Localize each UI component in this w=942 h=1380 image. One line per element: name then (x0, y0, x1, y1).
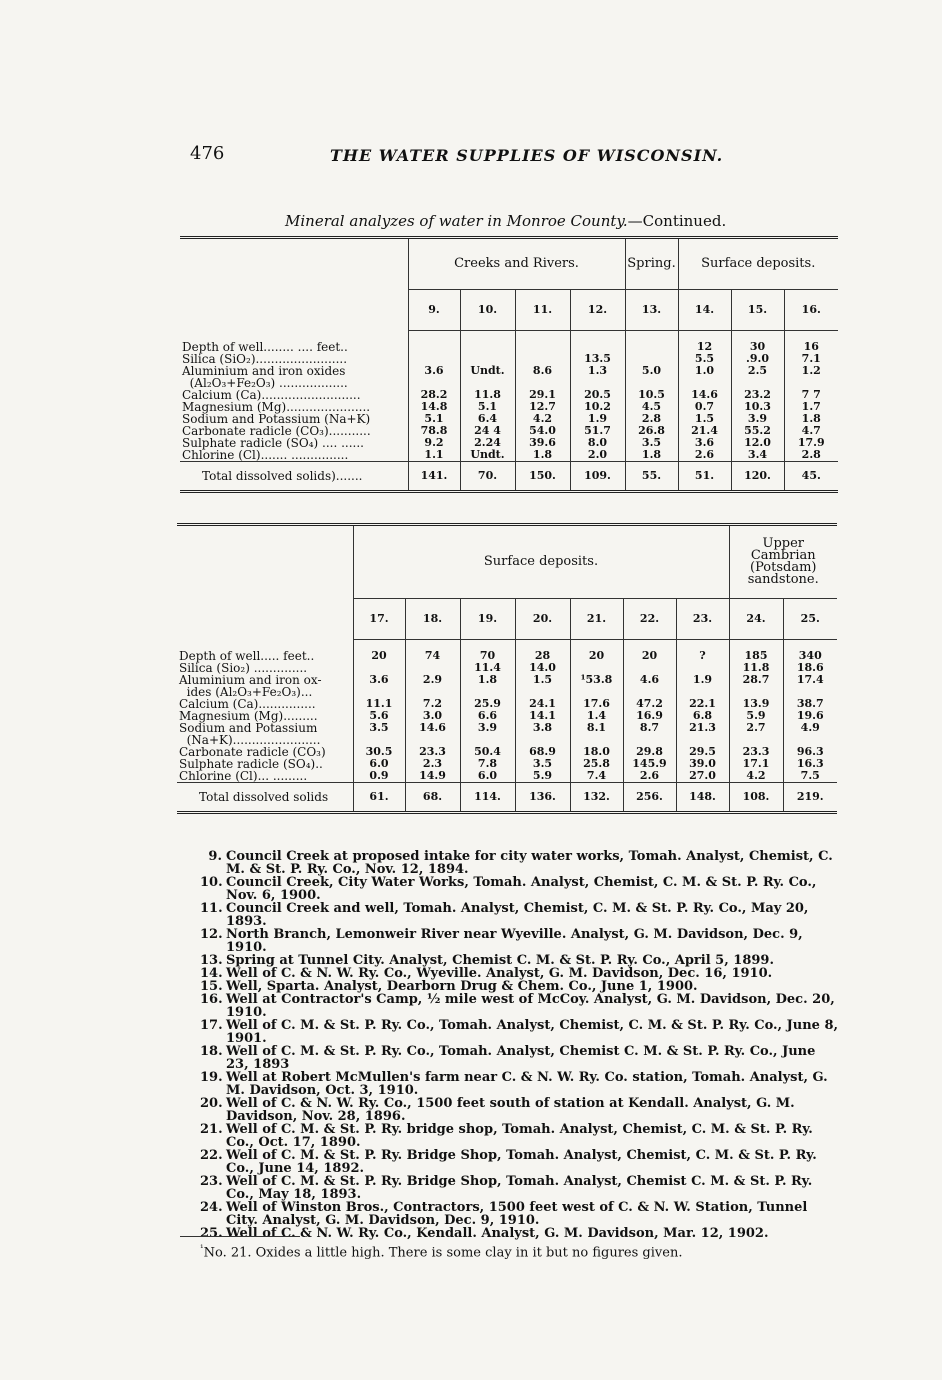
note-number: 9. (208, 849, 222, 864)
table-cell: 2.9 (405, 674, 460, 698)
table-cell: 2.6 (678, 449, 731, 462)
table-cell: 22.1 (676, 698, 729, 710)
row-label: Carbonate radicle (CO₃)........... (182, 424, 371, 438)
table-cell (460, 331, 515, 354)
note-text: North Branch, Lemonweir River near Wyeville. Analyst, G. M. Davidson, Dec. 9, 1910. (226, 927, 803, 955)
row-label: Calcium (Ca)............... (179, 697, 316, 711)
table-cell: 7.1 (784, 353, 838, 365)
table-cell: 10.3 (731, 401, 784, 413)
table-cell: 120. (731, 462, 784, 492)
table-cell: 1.1 (408, 449, 460, 462)
table-cell: 17.1 (729, 758, 783, 770)
table-row (180, 365, 838, 389)
table-cell: 132. (570, 783, 623, 813)
source-note (200, 1071, 840, 1097)
note-number: 24. (200, 1200, 223, 1215)
table-cell (570, 331, 625, 354)
table-cell (515, 331, 570, 354)
note-number: 15. (200, 979, 223, 994)
total-row (180, 462, 838, 492)
note-number: 11. (200, 901, 223, 916)
table-cell: 8.1 (570, 722, 623, 746)
table-cell: 1.8 (460, 674, 515, 698)
footnote-mark: ¹ (200, 1244, 204, 1254)
table-cell: 51.7 (570, 425, 625, 437)
table-cell: Undt. (460, 365, 515, 389)
note-number: 17. (200, 1018, 223, 1033)
table-cell: 29.1 (515, 389, 570, 401)
table-cell: 61. (353, 783, 405, 813)
source-note (200, 902, 840, 928)
table-cell: 5.1 (408, 413, 460, 425)
table-cell: 136. (515, 783, 570, 813)
table-cell: 13.9 (729, 698, 783, 710)
table-cell: 1.8 (784, 413, 838, 425)
row-label: Sodium and Potassium (Na+K) (182, 412, 371, 426)
table-cell: 70. (460, 462, 515, 492)
table-cell: 219. (783, 783, 837, 813)
table-cell: 12.7 (515, 401, 570, 413)
note-number: 22. (200, 1148, 223, 1163)
column-number: 21. (570, 599, 623, 640)
table-cell: 50.4 (460, 746, 515, 758)
table-cell: 4.5 (625, 401, 678, 413)
table-cell: 3.4 (731, 449, 784, 462)
table-cell: 3.9 (731, 413, 784, 425)
table-cell: 0.7 (678, 401, 731, 413)
row-label: Total dissolved solids)....... (180, 462, 408, 492)
note-text: Well of C. & N. W. Ry. Co., Kendall. Analyst, G. M. Davidson, Mar. 12, 1902. (226, 1226, 769, 1241)
footnote (200, 1244, 682, 1260)
table-cell: 25.8 (570, 758, 623, 770)
source-note (200, 1149, 840, 1175)
column-number: 15. (731, 290, 784, 331)
note-text: Well, Sparta. Analyst, Dearborn Drug & Chem. Co., June 1, 1900. (226, 979, 698, 994)
table-cell: 20 (353, 640, 405, 663)
note-text: Council Creek and well, Tomah. Analyst, Chemist, C. M. & St. P. Ry. Co., May 20, 1893. (226, 901, 809, 929)
table-cell: 1.3 (570, 365, 625, 389)
table-cell: 3.5 (353, 722, 405, 746)
column-number: 11. (515, 290, 570, 331)
table-cell: 21.3 (676, 722, 729, 746)
table-cell: 1.2 (784, 365, 838, 389)
note-number: 14. (200, 966, 223, 981)
table-cell: 55.2 (731, 425, 784, 437)
table-cell: 23.3 (405, 746, 460, 758)
table-row (180, 449, 838, 462)
note-text: Well of C. & N. W. Ry. Co., 1500 feet south of station at Kendall. Analyst, G. M. Davidson, Nov. 28, 1896. (226, 1096, 795, 1124)
table-cell: 0.9 (353, 770, 405, 783)
note-text: Well of C. M. & St. P. Ry. Co., Tomah. Analyst, Chemist, C. M. & St. P. Ry. Co., June 8, 1901. (226, 1018, 839, 1046)
analysis-table-1 (180, 236, 838, 493)
table-cell: 12 (678, 331, 731, 354)
column-number: 23. (676, 599, 729, 640)
table-cell: 141. (408, 462, 460, 492)
table-cell: 47.2 (623, 698, 676, 710)
table-cell: 78.8 (408, 425, 460, 437)
table-cell: 4.2 (515, 413, 570, 425)
table-cell: 4.9 (783, 722, 837, 746)
note-number: 20. (200, 1096, 223, 1111)
source-note (200, 1175, 840, 1201)
table-cell: 20.5 (570, 389, 625, 401)
table-cell: 9.2 (408, 437, 460, 449)
column-number: 14. (678, 290, 731, 331)
table-cell: 256. (623, 783, 676, 813)
table-cell: 1.5 (515, 674, 570, 698)
note-text: Well of C. & N. W. Ry. Co., Wyeville. Analyst, G. M. Davidson, Dec. 16, 1910. (226, 966, 773, 981)
table-row (177, 722, 837, 746)
note-text: Well of C. M. & St. P. Ry. bridge shop, Tomah. Analyst, Chemist, C. M. & St. P. Ry. Co., Oct. 17, 1890. (226, 1122, 813, 1150)
table-cell: 45. (784, 462, 838, 492)
table-cell: 12.0 (731, 437, 784, 449)
table-cell: 29.8 (623, 746, 676, 758)
table-cell: 68. (405, 783, 460, 813)
table-cell: 7 7 (784, 389, 838, 401)
table-cell: 14.9 (405, 770, 460, 783)
table-cell: 16.9 (623, 710, 676, 722)
table-row (180, 331, 838, 354)
table-cell: ? (676, 640, 729, 663)
row-label: Silica (Sio₂) .............. (179, 661, 308, 675)
row-label: Sodium and Potassium (Na+K)....................... (179, 721, 321, 747)
table-cell: 20 (570, 640, 623, 663)
table-cell: .9.0 (731, 353, 784, 365)
table-cell: 340 (783, 640, 837, 663)
table-cell: 6.8 (676, 710, 729, 722)
footnote-text: No. 21. Oxides a little high. There is some clay in it but no figures given. (203, 1245, 683, 1261)
table-cell: ¹53.8 (570, 674, 623, 698)
table-cell: 1.5 (678, 413, 731, 425)
note-text: Well at Contractor's Camp, ½ mile west of McCoy. Analyst, G. M. Davidson, Dec. 20, 1910. (226, 992, 835, 1020)
column-number: 10. (460, 290, 515, 331)
table-cell: 5.5 (678, 353, 731, 365)
footnote-rule (180, 1236, 300, 1237)
table-cell: 8.0 (570, 437, 625, 449)
table-cell: 3.9 (460, 722, 515, 746)
table-caption (285, 212, 726, 230)
note-text: Council Creek at proposed intake for city water works, Tomah. Analyst, Chemist, C. M. & St. P. Ry. Co., Nov. 12, 1894. (226, 849, 833, 877)
table-cell: 6.0 (353, 758, 405, 770)
note-number: 12. (200, 927, 223, 942)
table-row (177, 770, 837, 783)
row-label: Carbonate radicle (CO₃) (179, 745, 326, 759)
table-cell: 108. (729, 783, 783, 813)
table-cell: 3.6 (408, 365, 460, 389)
table-cell: 7.2 (405, 698, 460, 710)
note-text: Well of C. M. & St. P. Ry. Bridge Shop, Tomah. Analyst, Chemist C. M. & St. P. Ry. Co., May 18, 1893. (226, 1174, 813, 1202)
table-cell: 26.8 (625, 425, 678, 437)
table-cell: 3.8 (515, 722, 570, 746)
table-cell: 5.6 (353, 710, 405, 722)
group-surface-deposits: Surface deposits. (353, 525, 729, 599)
source-note (200, 1201, 840, 1227)
source-note (200, 850, 840, 876)
table-cell: 39.0 (676, 758, 729, 770)
table-cell: 39.6 (515, 437, 570, 449)
table-cell: 1.9 (570, 413, 625, 425)
table-cell: 5.0 (625, 365, 678, 389)
column-number: 25. (783, 599, 837, 640)
table-cell (625, 331, 678, 354)
table-cell: 38.7 (783, 698, 837, 710)
table-cell: 13.5 (570, 353, 625, 365)
note-text: Well of C. M. & St. P. Ry. Co., Tomah. Analyst, Chemist C. M. & St. P. Ry. Co., June 23, 1893 (226, 1044, 816, 1072)
table-cell: 10.2 (570, 401, 625, 413)
row-label: Chlorine (Cl)....... ............... (182, 448, 349, 462)
column-number: 20. (515, 599, 570, 640)
row-label: Silica (SiO₂)........................ (182, 352, 348, 366)
table-cell: 3.6 (353, 674, 405, 698)
table-cell: 150. (515, 462, 570, 492)
table-cell: 23.3 (729, 746, 783, 758)
row-label: Depth of well..... feet.. (179, 648, 315, 663)
stub-head (177, 525, 353, 599)
table-cell: 51. (678, 462, 731, 492)
page-number: 476 (190, 143, 225, 164)
table-cell: 2.8 (625, 413, 678, 425)
row-label: Chlorine (Cl)... ......... (179, 769, 308, 783)
row-label: Calcium (Ca).......................... (182, 388, 361, 402)
stub-head-2 (177, 599, 353, 640)
table-cell: 29.5 (676, 746, 729, 758)
column-number: 19. (460, 599, 515, 640)
analysis-table-2 (177, 523, 837, 814)
table-cell: 2.0 (570, 449, 625, 462)
table-cell: 114. (460, 783, 515, 813)
column-number: 24. (729, 599, 783, 640)
table-cell: 3.5 (515, 758, 570, 770)
caption-title: Mineral analyzes of water in Monroe County. (285, 212, 628, 230)
group-upper-cambrian: Upper Cambrian (Potsdam) sandstone. (729, 525, 837, 599)
total-row (177, 783, 837, 813)
row-label: Sulphate radicle (SO₄).. (179, 757, 323, 771)
column-number: 17. (353, 599, 405, 640)
column-number: 18. (405, 599, 460, 640)
running-head: THE WATER SUPPLIES OF WISCONSIN. (330, 146, 724, 165)
table-cell: 17.6 (570, 698, 623, 710)
table-cell: 28.7 (729, 674, 783, 698)
table-cell: 11.8 (729, 662, 783, 674)
table-cell: 1.4 (570, 710, 623, 722)
table-cell: 14.0 (515, 662, 570, 674)
table-cell: 30.5 (353, 746, 405, 758)
table-cell: 68.9 (515, 746, 570, 758)
table-cell: 10.5 (625, 389, 678, 401)
table-cell: 17.4 (783, 674, 837, 698)
table-cell: 2.7 (729, 722, 783, 746)
table-cell: 28 (515, 640, 570, 663)
table-cell: 19.6 (783, 710, 837, 722)
note-number: 19. (200, 1070, 223, 1085)
source-note (200, 1123, 840, 1149)
table-cell: 21.4 (678, 425, 731, 437)
row-label: Total dissolved solids (177, 783, 353, 813)
table-cell: 27.0 (676, 770, 729, 783)
table-cell: 6.4 (460, 413, 515, 425)
row-label: Magnesium (Mg)...................... (182, 400, 371, 414)
table-cell: 1.8 (625, 449, 678, 462)
column-number: 22. (623, 599, 676, 640)
table-cell: 7.4 (570, 770, 623, 783)
table-cell: 145.9 (623, 758, 676, 770)
source-notes (200, 850, 840, 1240)
caption-continued: —Continued. (627, 212, 727, 230)
table-cell: Undt. (460, 449, 515, 462)
source-note (200, 1227, 840, 1240)
table-cell: 17.9 (784, 437, 838, 449)
row-label: Magnesium (Mg)......... (179, 709, 318, 723)
group-spring: Spring. (625, 238, 678, 290)
table-cell: 3.0 (405, 710, 460, 722)
table-row (177, 674, 837, 698)
table-cell (408, 331, 460, 354)
table-cell: 24 4 (460, 425, 515, 437)
source-note (200, 1045, 840, 1071)
table-cell: 6.0 (460, 770, 515, 783)
table-cell: 23.2 (731, 389, 784, 401)
note-number: 13. (200, 953, 223, 968)
table-cell: 18.0 (570, 746, 623, 758)
note-number: 18. (200, 1044, 223, 1059)
table-cell: 2.3 (405, 758, 460, 770)
column-number: 16. (784, 290, 838, 331)
table-cell: 2.24 (460, 437, 515, 449)
column-number: 12. (570, 290, 625, 331)
stub-head (180, 238, 408, 290)
note-number: 25. (200, 1226, 223, 1241)
source-note (200, 928, 840, 954)
table-cell: 16 (784, 331, 838, 354)
table-cell: 4.7 (784, 425, 838, 437)
table-cell: 14.1 (515, 710, 570, 722)
source-note (200, 1019, 840, 1045)
table-cell: 5.1 (460, 401, 515, 413)
table-cell: 11.4 (460, 662, 515, 674)
table-cell: 185 (729, 640, 783, 663)
table-cell: 7.5 (783, 770, 837, 783)
row-label: Aluminium and iron ox- ides (Al₂O₃+Fe₂O₃)... (179, 673, 322, 699)
table-cell: 18.6 (783, 662, 837, 674)
note-number: 16. (200, 992, 223, 1007)
table-cell: 16.3 (783, 758, 837, 770)
note-number: 21. (200, 1122, 223, 1137)
table-cell: 55. (625, 462, 678, 492)
table-cell: 1.0 (678, 365, 731, 389)
source-note (200, 876, 840, 902)
table-row (177, 640, 837, 663)
table-cell: 2.8 (784, 449, 838, 462)
table-cell: 5.9 (729, 710, 783, 722)
note-number: 10. (200, 875, 223, 890)
table-cell: 30 (731, 331, 784, 354)
table-cell: 24.1 (515, 698, 570, 710)
note-text: Well of C. M. & St. P. Ry. Bridge Shop, Tomah. Analyst, Chemist, C. M. & St. P. Ry. Co., June 14, 1892. (226, 1148, 817, 1176)
stub-head-2 (180, 290, 408, 331)
table-cell: 8.6 (515, 365, 570, 389)
table-cell: 14.6 (678, 389, 731, 401)
table-cell: 109. (570, 462, 625, 492)
table-cell: 7.8 (460, 758, 515, 770)
note-text: Council Creek, City Water Works, Tomah. Analyst, Chemist, C. M. & St. P. Ry. Co., Nov. 6, 1900. (226, 875, 817, 903)
table-cell: 70 (460, 640, 515, 663)
row-label: Depth of well........ .... feet.. (182, 339, 348, 354)
table-cell: 96.3 (783, 746, 837, 758)
group-creeks-rivers: Creeks and Rivers. (408, 238, 625, 290)
table-cell: 14.6 (405, 722, 460, 746)
row-label: Aluminium and iron oxides (Al₂O₃+Fe₂O₃) .................. (182, 364, 348, 390)
table-cell: 11.1 (353, 698, 405, 710)
table-cell: 1.8 (515, 449, 570, 462)
note-text: Well of Winston Bros., Contractors, 1500 feet west of C. & N. W. Station, Tunnel City. Analyst, G. M. Davidson, Dec. 9, 1910. (226, 1200, 808, 1228)
source-note (200, 993, 840, 1019)
table-cell: 74 (405, 640, 460, 663)
table-cell: 5.9 (515, 770, 570, 783)
table-cell: 28.2 (408, 389, 460, 401)
table-cell: 20 (623, 640, 676, 663)
table-cell: 6.6 (460, 710, 515, 722)
table-cell: 2.6 (623, 770, 676, 783)
column-number: 13. (625, 290, 678, 331)
table-cell: 8.7 (623, 722, 676, 746)
table-cell: 14.8 (408, 401, 460, 413)
table-cell: 3.6 (678, 437, 731, 449)
row-label: Sulphate radicle (SO₄) .... ...... (182, 436, 364, 450)
table-cell: 1.9 (676, 674, 729, 698)
table-cell: 11.8 (460, 389, 515, 401)
table-cell: 25.9 (460, 698, 515, 710)
table-cell: 4.6 (623, 674, 676, 698)
table-cell: 4.2 (729, 770, 783, 783)
table-cell: 2.5 (731, 365, 784, 389)
note-text: Spring at Tunnel City. Analyst, Chemist C. M. & St. P. Ry. Co., April 5, 1899. (226, 953, 774, 968)
table-cell: 54.0 (515, 425, 570, 437)
table-cell: 3.5 (625, 437, 678, 449)
group-surface-deposits: Surface deposits. (678, 238, 838, 290)
table-cell: 1.7 (784, 401, 838, 413)
table-cell: 148. (676, 783, 729, 813)
note-number: 23. (200, 1174, 223, 1189)
column-number: 9. (408, 290, 460, 331)
source-note (200, 1097, 840, 1123)
note-text: Well at Robert McMullen's farm near C. & N. W. Ry. Co. station, Tomah. Analyst, G. M. Davidson, Oct. 3, 1910. (226, 1070, 828, 1098)
